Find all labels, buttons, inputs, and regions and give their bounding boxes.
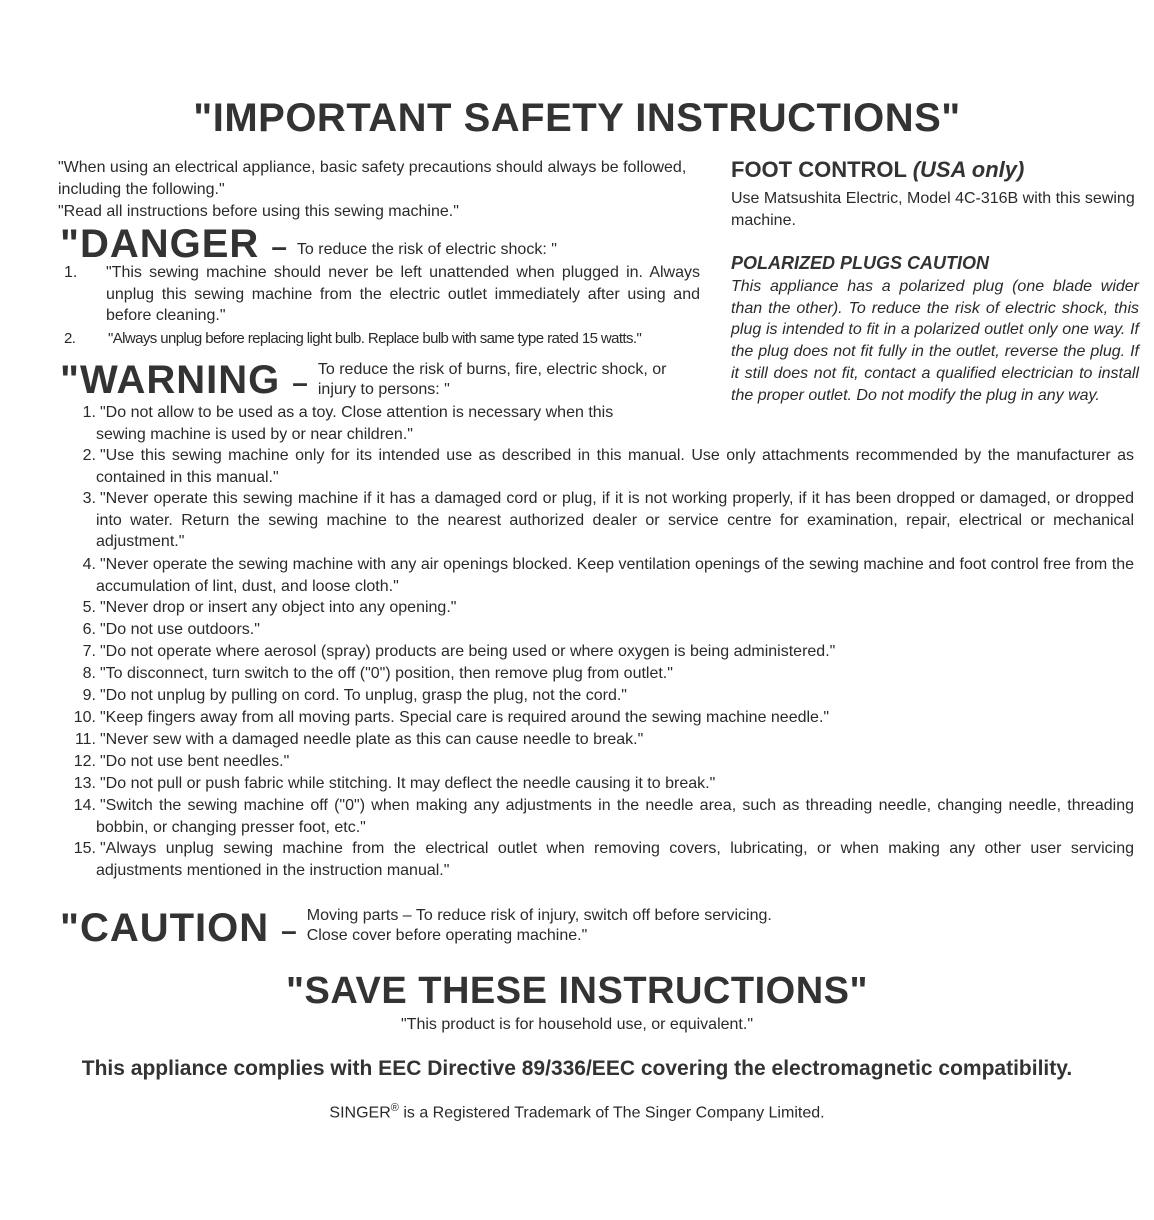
item-number: 13. (73, 775, 96, 792)
registered-symbol: ® (390, 1102, 399, 1114)
caution-line-2: Close cover before operating machine." (306, 927, 588, 944)
item-text: "Never operate this sewing machine if it has a damaged cord or plug, if it is not working properly, if it has been dropped or damaged, or dropped into water. Return the sewing machine to the nearest authorized dealer or service centre for examination, repair, electrical or mechanical adjustment." (96, 490, 1134, 551)
warning-heading-row (60, 360, 698, 400)
intro-paragraph: "When using an electrical appliance, basic safety precautions should always be followed, including the following." (58, 159, 687, 198)
item-text: "Never operate the sewing machine with any air openings blocked. Keep ventilation openings of the sewing machine and foot control free from the accumulation of lint, dust, and loose cloth." (96, 556, 1134, 595)
warning-dash: – (292, 367, 308, 398)
item-text: "Never sew with a damaged needle plate as this can cause needle to break." (100, 731, 644, 748)
warning-item-10 (60, 707, 1134, 729)
foot-control-text: Use Matsushita Electric, Model 4C-316B with this sewing machine. (731, 190, 1135, 229)
warning-item-4 (60, 554, 1134, 597)
item-number: 6. (82, 621, 96, 638)
foot-control-heading: FOOT CONTROL (731, 157, 907, 182)
warning-item-2 (60, 445, 1134, 488)
warning-item-15 (60, 838, 1134, 881)
trademark-notice (0, 1102, 1154, 1122)
caution-heading-row (60, 906, 772, 948)
item-number: 11. (74, 731, 96, 748)
danger-description: To reduce the risk of electric shock: " (296, 241, 557, 258)
warning-item-8 (60, 663, 1134, 685)
intro-read-instructions: "Read all instructions before using this sewing machine." (58, 203, 459, 220)
polarized-plugs-text: This appliance has a polarized plug (one blade wider than the other). To reduce the risk of electric shock, this plug is intended to fit in a polarized outlet only one way. If the plug does not fit fully in the outlet, reverse the plug. If it still does not fit, contact a qualified electrician to install the proper outlet. Do not modify the plug in any way. (731, 278, 1139, 404)
warning-heading: "WARNING (60, 358, 281, 402)
caution-heading: "CAUTION (60, 906, 270, 950)
item-text (96, 262, 700, 327)
item-text: "Do not use outdoors." (100, 621, 260, 638)
warning-item-5 (60, 597, 1134, 619)
item-number: 15. (73, 840, 96, 857)
trademark-brand: SINGER (329, 1104, 391, 1122)
item-number: 1. (64, 264, 78, 281)
danger-heading-row (60, 224, 557, 264)
item-number: 10. (73, 709, 96, 726)
item-text: "Always unplug sewing machine from the electrical outlet when removing covers, lubricating, or when making any other user servicing adjustments mentioned in the instruction manual." (96, 840, 1134, 879)
danger-item-1-text: "This sewing machine should never be left unattended when plugged in. Always unplug this sewing machine from the electric outlet immediately after using and before cleaning." (106, 264, 700, 325)
item-text: "Switch the sewing machine off ("0") when making any adjustments in the needle area, such as threading needle, changing needle, threading bobbin, or changing presser foot, etc." (96, 797, 1134, 836)
warning-description: To reduce the risk of burns, fire, electric shock, or injury to persons: " (317, 361, 667, 398)
polarized-plugs-title: POLARIZED PLUGS CAUTION (731, 253, 990, 273)
warning-item-3 (60, 488, 1134, 553)
danger-heading: "DANGER (60, 222, 260, 266)
item-text: "Do not operate where aerosol (spray) products are being used or where oxygen is being administered." (100, 643, 836, 660)
item-number: 14. (73, 797, 96, 814)
save-instructions-title: "SAVE THESE INSTRUCTIONS" (286, 970, 868, 1012)
item-text: "Never drop or insert any object into any opening." (100, 599, 457, 616)
warning-item-6 (60, 619, 1134, 641)
caution-description (307, 906, 772, 948)
warning-item-11 (60, 729, 1134, 751)
warning-item-12 (60, 751, 1134, 773)
eec-compliance-statement: This appliance complies with EEC Directive 89/336/EEC covering the electromagnetic compatibility. (81, 1057, 1073, 1080)
warning-item-13 (60, 773, 1134, 795)
item-number: 9. (82, 687, 96, 704)
danger-item-2 (64, 328, 704, 350)
trademark-text: is a Registered Trademark of The Singer Company Limited. (398, 1104, 825, 1122)
item-text: "Do not unplug by pulling on cord. To unplug, grasp the plug, not the cord." (100, 687, 627, 704)
warning-item-9 (60, 685, 1134, 707)
item-number: 3. (82, 490, 96, 507)
item-number: 5. (82, 599, 96, 616)
danger-item-1 (64, 262, 700, 327)
item-number: 4. (82, 556, 96, 573)
item-number: 8. (82, 665, 96, 682)
item-text: "Do not pull or push fabric while stitching. It may deflect the needle causing it to break." (100, 775, 716, 792)
caution-line-1: Moving parts – To reduce risk of injury, switch off before servicing. (306, 907, 772, 924)
household-use-note: "This product is for household use, or equivalent." (401, 1016, 753, 1033)
item-text: "Keep fingers away from all moving parts. Special care is required around the sewing machine needle." (100, 709, 830, 726)
foot-control-title (731, 157, 1024, 183)
warning-item-14 (60, 795, 1134, 838)
foot-control-qualifier: (USA only) (912, 157, 1025, 182)
item-text: "Do not allow to be used as a toy. Close attention is necessary when this sewing machine is used by or near children." (96, 404, 614, 443)
danger-dash: – (271, 231, 287, 262)
item-number: 2. (82, 447, 96, 464)
item-text: "Do not use bent needles." (100, 753, 290, 770)
item-number: 1. (82, 404, 96, 421)
page-title: "IMPORTANT SAFETY INSTRUCTIONS" (193, 96, 961, 140)
warning-item-1 (60, 402, 650, 445)
item-number: 2. (64, 330, 76, 347)
item-number: 12. (73, 753, 96, 770)
caution-dash: – (281, 915, 297, 946)
warning-item-7 (60, 641, 1134, 663)
danger-item-2-text: "Always unplug before replacing light bulb. Replace bulb with same type rated 15 watts." (108, 330, 642, 347)
item-number: 7. (82, 643, 96, 660)
item-text: "Use this sewing machine only for its intended use as described in this manual. Use only attachments recommended by the manufacturer as contained in this manual." (96, 447, 1134, 486)
item-text: "To disconnect, turn switch to the off ("0") position, then remove plug from outlet." (100, 665, 673, 682)
